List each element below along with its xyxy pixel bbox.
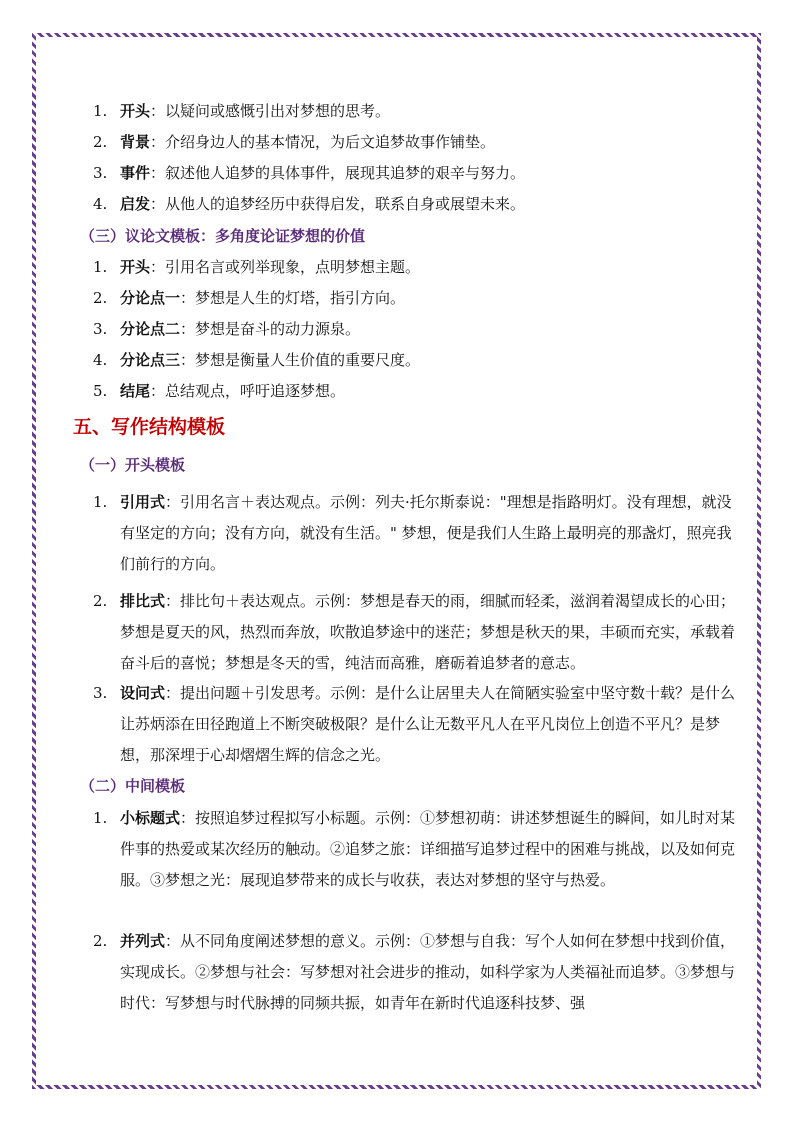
item-term: 事件 bbox=[120, 164, 151, 182]
section-title: 五、写作结构模板 bbox=[73, 416, 226, 438]
list-item: 3. 分论点二：梦想是奋斗的动力源泉。 bbox=[93, 320, 361, 338]
item-text: ：从不同角度阐述梦想的意义。示例：①梦想与自我：写个人如何在梦想中找到价值，实现成长。②梦想与社会：写梦想对社会进步的推动，如科学家为人类福祉而追梦。③梦想与时代：写梦想与时代脉搏的同频共振，如青年在新时代追逐科技梦、强 bbox=[120, 932, 736, 1012]
item-text: ：总结观点，呼吁追逐梦想。 bbox=[150, 382, 346, 400]
item-text: ：梦想是人生的灯塔，指引方向。 bbox=[180, 289, 406, 307]
item-term: 分论点三 bbox=[120, 351, 181, 369]
item-term: 背景 bbox=[120, 133, 151, 151]
item-text: ：梦想是奋斗的动力源泉。 bbox=[180, 320, 361, 338]
list-item: 1. 小标题式：按照追梦过程拟写小标题。示例：①梦想初萌：讲述梦想诞生的瞬间，如儿时对某件事的热爱或某次经历的触动。②追梦之旅：详细描写追梦过程中的困难与挑战，以及如何克服。③梦想之光：展现追梦带来的成长与收获，表达对梦想的坚守与热爱。 bbox=[93, 809, 736, 889]
subsection-title: （二）中间模板 bbox=[80, 777, 186, 795]
item-term: 开头 bbox=[120, 258, 151, 276]
item-text: ：引用名言＋表达观点。示例：列夫·托尔斯泰说："理想是指路明灯。没有理想，就没有坚定的方向；没有方向，就没有生活。" 梦想，便是我们人生路上最明亮的那盏灯，照亮我们前行的方向。 bbox=[120, 493, 732, 573]
list-item: 4. 启发：从他人的追梦经历中获得启发，联系自身或展望未来。 bbox=[93, 195, 526, 213]
item-text: ：从他人的追梦经历中获得启发，联系自身或展望未来。 bbox=[150, 195, 526, 213]
item-text: ：介绍身边人的基本情况，为后文追梦故事作铺垫。 bbox=[150, 133, 496, 151]
item-term: 开头 bbox=[120, 102, 151, 120]
item-term: 排比式 bbox=[120, 592, 166, 610]
item-text: ：提出问题＋引发思考。示例：是什么让居里夫人在简陋实验室中坚守数十载？是什么让苏炳添在田径跑道上不断突破极限？是什么让无数平凡人在平凡岗位上创造不平凡？是梦想，那深埋于心却熠熠生辉的信念之光。 bbox=[120, 684, 736, 764]
item-text: ：叙述他人追梦的具体事件，展现其追梦的艰辛与努力。 bbox=[150, 164, 526, 182]
item-term: 并列式 bbox=[120, 932, 166, 950]
subsection-title: （一）开头模板 bbox=[80, 456, 186, 474]
item-term: 小标题式 bbox=[120, 809, 181, 827]
list-item: 2. 分论点一：梦想是人生的灯塔，指引方向。 bbox=[93, 289, 406, 307]
item-term: 分论点一 bbox=[120, 289, 181, 307]
list-item: 2. 并列式：从不同角度阐述梦想的意义。示例：①梦想与自我：写个人如何在梦想中找到价值，实现成长。②梦想与社会：写梦想对社会进步的推动，如科学家为人类福祉而追梦。③梦想与时代：写梦想与时代脉搏的同频共振，如青年在新时代追逐科技梦、强 bbox=[93, 932, 736, 1012]
item-text: ：引用名言或列举现象，点明梦想主题。 bbox=[150, 258, 421, 276]
item-term: 结尾 bbox=[120, 382, 151, 400]
list-item: 4. 分论点三：梦想是衡量人生价值的重要尺度。 bbox=[93, 351, 421, 369]
item-text: ：按照追梦过程拟写小标题。示例：①梦想初萌：讲述梦想诞生的瞬间，如儿时对某件事的热爱或某次经历的触动。②追梦之旅：详细描写追梦过程中的困难与挑战，以及如何克服。③梦想之光：展现追梦带来的成长与收获，表达对梦想的坚守与热爱。 bbox=[120, 809, 736, 889]
item-term: 分论点二 bbox=[120, 320, 181, 338]
list-item: 3. 设问式：提出问题＋引发思考。示例：是什么让居里夫人在简陋实验室中坚守数十载？是什么让苏炳添在田径跑道上不断突破极限？是什么让无数平凡人在平凡岗位上创造不平凡？是梦想，那深埋于心却熠熠生辉的信念之光。 bbox=[93, 684, 736, 764]
list-item: 1. 开头：引用名言或列举现象，点明梦想主题。 bbox=[93, 258, 421, 276]
list-item: 3. 事件：叙述他人追梦的具体事件，展现其追梦的艰辛与努力。 bbox=[93, 164, 526, 182]
item-text: ：以疑问或感慨引出对梦想的思考。 bbox=[150, 102, 391, 120]
list-item: 1. 引用式：引用名言＋表达观点。示例：列夫·托尔斯泰说："理想是指路明灯。没有理想，就没有坚定的方向；没有方向，就没有生活。" 梦想，便是我们人生路上最明亮的那盏灯，照亮我们前行的方向。 bbox=[93, 493, 732, 573]
item-term: 设问式 bbox=[120, 684, 166, 702]
list-item: 2. 排比式：排比句＋表达观点。示例：梦想是春天的雨，细腻而轻柔，滋润着渴望成长的心田；梦想是夏天的风，热烈而奔放，吹散追梦途中的迷茫；梦想是秋天的果，丰硕而充实，承载着奋斗后的喜悦；梦想是冬天的雪，纯洁而高雅，磨砺着追梦者的意志。 bbox=[93, 592, 736, 672]
item-term: 启发 bbox=[120, 195, 151, 213]
item-text: ：排比句＋表达观点。示例：梦想是春天的雨，细腻而轻柔，滋润着渴望成长的心田；梦想是夏天的风，热烈而奔放，吹散追梦途中的迷茫；梦想是秋天的果，丰硕而充实，承载着奋斗后的喜悦；梦想是冬天的雪，纯洁而高雅，磨砺着追梦者的意志。 bbox=[120, 592, 736, 672]
list-item: 2. 背景：介绍身边人的基本情况，为后文追梦故事作铺垫。 bbox=[93, 133, 496, 151]
subsection-title: （三）议论文模板：多角度论证梦想的价值 bbox=[80, 227, 366, 245]
list-item: 5. 结尾：总结观点，呼吁追逐梦想。 bbox=[93, 382, 346, 400]
item-text: ：梦想是衡量人生价值的重要尺度。 bbox=[180, 351, 421, 369]
list-item: 1. 开头：以疑问或感慨引出对梦想的思考。 bbox=[93, 102, 391, 120]
item-term: 引用式 bbox=[120, 493, 166, 511]
